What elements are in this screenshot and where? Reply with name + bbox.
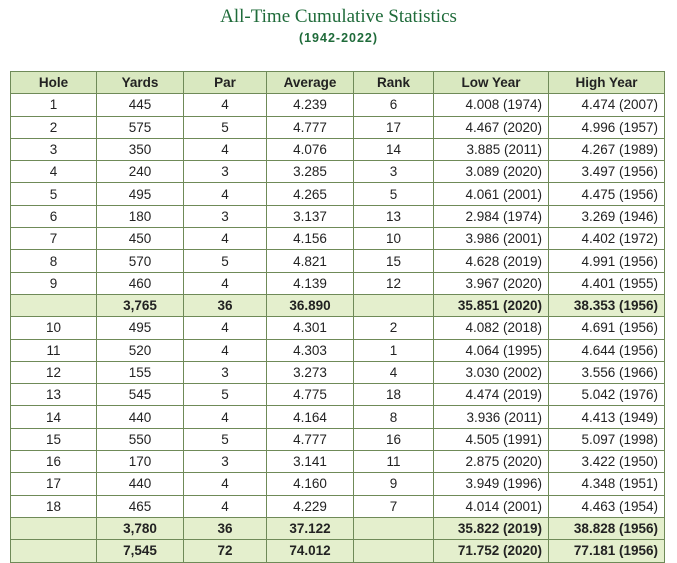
low-year-cell: 3.089 (2020) bbox=[434, 161, 549, 183]
column-header-hole: Hole bbox=[11, 72, 97, 94]
rank-cell: 18 bbox=[354, 384, 434, 406]
table-row bbox=[11, 138, 665, 160]
hole-cell: 15 bbox=[11, 428, 97, 450]
column-header-rank: Rank bbox=[354, 72, 434, 94]
high-year-cell: 3.556 (1966) bbox=[549, 361, 665, 383]
hole-cell: 2 bbox=[11, 116, 97, 138]
average-cell: 3.141 bbox=[267, 451, 354, 473]
low-year-cell: 4.505 (1991) bbox=[434, 428, 549, 450]
yards-cell: 575 bbox=[97, 116, 184, 138]
average-cell: 74.012 bbox=[267, 540, 354, 562]
average-cell: 4.301 bbox=[267, 317, 354, 339]
rank-cell: 16 bbox=[354, 428, 434, 450]
high-year-cell: 38.353 (1956) bbox=[549, 294, 665, 316]
low-year-cell: 35.851 (2020) bbox=[434, 294, 549, 316]
table-row bbox=[11, 428, 665, 450]
low-year-cell: 4.061 (2001) bbox=[434, 183, 549, 205]
high-year-cell: 4.348 (1951) bbox=[549, 473, 665, 495]
table-row bbox=[11, 384, 665, 406]
par-cell: 4 bbox=[184, 495, 267, 517]
table-row bbox=[11, 406, 665, 428]
average-cell: 3.285 bbox=[267, 161, 354, 183]
average-cell: 3.273 bbox=[267, 361, 354, 383]
hole-cell: 10 bbox=[11, 317, 97, 339]
column-header-low-year: Low Year bbox=[434, 72, 549, 94]
yards-cell: 495 bbox=[97, 317, 184, 339]
yards-cell: 180 bbox=[97, 205, 184, 227]
rank-cell: 8 bbox=[354, 406, 434, 428]
average-cell: 4.775 bbox=[267, 384, 354, 406]
rank-cell bbox=[354, 517, 434, 539]
yards-cell: 440 bbox=[97, 473, 184, 495]
table-row bbox=[11, 339, 665, 361]
table-row bbox=[11, 451, 665, 473]
high-year-cell: 4.401 (1955) bbox=[549, 272, 665, 294]
table-row bbox=[11, 161, 665, 183]
page-subtitle: (1942-2022) bbox=[298, 31, 379, 45]
high-year-cell: 3.422 (1950) bbox=[549, 451, 665, 473]
table-row bbox=[11, 361, 665, 383]
page-title: All-Time Cumulative Statistics bbox=[220, 6, 457, 27]
yards-cell: 3,765 bbox=[97, 294, 184, 316]
average-cell: 4.777 bbox=[267, 428, 354, 450]
yards-cell: 7,545 bbox=[97, 540, 184, 562]
table-row bbox=[11, 473, 665, 495]
rank-cell: 17 bbox=[354, 116, 434, 138]
yards-cell: 550 bbox=[97, 428, 184, 450]
high-year-cell: 4.267 (1989) bbox=[549, 138, 665, 160]
hole-cell: 14 bbox=[11, 406, 97, 428]
high-year-cell: 3.497 (1956) bbox=[549, 161, 665, 183]
hole-cell: 4 bbox=[11, 161, 97, 183]
high-year-cell: 4.475 (1956) bbox=[549, 183, 665, 205]
rank-cell bbox=[354, 540, 434, 562]
high-year-cell: 77.181 (1956) bbox=[549, 540, 665, 562]
rank-cell: 7 bbox=[354, 495, 434, 517]
low-year-cell: 4.628 (2019) bbox=[434, 250, 549, 272]
rank-cell: 3 bbox=[354, 161, 434, 183]
low-year-cell: 71.752 (2020) bbox=[434, 540, 549, 562]
par-cell: 3 bbox=[184, 161, 267, 183]
high-year-cell: 5.042 (1976) bbox=[549, 384, 665, 406]
low-year-cell: 35.822 (2019) bbox=[434, 517, 549, 539]
yards-cell: 350 bbox=[97, 138, 184, 160]
table-row bbox=[11, 495, 665, 517]
average-cell: 4.265 bbox=[267, 183, 354, 205]
table-row bbox=[11, 205, 665, 227]
table-header bbox=[11, 72, 665, 94]
par-cell: 4 bbox=[184, 183, 267, 205]
rank-cell: 14 bbox=[354, 138, 434, 160]
par-cell: 5 bbox=[184, 428, 267, 450]
par-cell: 4 bbox=[184, 138, 267, 160]
rank-cell: 2 bbox=[354, 317, 434, 339]
average-cell: 3.137 bbox=[267, 205, 354, 227]
table-row bbox=[11, 272, 665, 294]
high-year-cell: 38.828 (1956) bbox=[549, 517, 665, 539]
column-header-high-year: High Year bbox=[549, 72, 665, 94]
hole-cell: 6 bbox=[11, 205, 97, 227]
table-row bbox=[11, 250, 665, 272]
yards-cell: 170 bbox=[97, 451, 184, 473]
low-year-cell: 4.008 (1974) bbox=[434, 94, 549, 116]
column-header-par: Par bbox=[184, 72, 267, 94]
average-cell: 4.156 bbox=[267, 228, 354, 250]
hole-cell bbox=[11, 540, 97, 562]
subtotal-row bbox=[11, 517, 665, 539]
table-row bbox=[11, 183, 665, 205]
high-year-cell: 4.996 (1957) bbox=[549, 116, 665, 138]
yards-cell: 445 bbox=[97, 94, 184, 116]
high-year-cell: 4.402 (1972) bbox=[549, 228, 665, 250]
subtotal-row bbox=[11, 540, 665, 562]
high-year-cell: 5.097 (1998) bbox=[549, 428, 665, 450]
hole-cell: 8 bbox=[11, 250, 97, 272]
par-cell: 5 bbox=[184, 116, 267, 138]
low-year-cell: 3.967 (2020) bbox=[434, 272, 549, 294]
hole-cell: 16 bbox=[11, 451, 97, 473]
low-year-cell: 4.064 (1995) bbox=[434, 339, 549, 361]
par-cell: 72 bbox=[184, 540, 267, 562]
rank-cell: 1 bbox=[354, 339, 434, 361]
hole-cell: 5 bbox=[11, 183, 97, 205]
par-cell: 4 bbox=[184, 406, 267, 428]
average-cell: 37.122 bbox=[267, 517, 354, 539]
yards-cell: 3,780 bbox=[97, 517, 184, 539]
par-cell: 5 bbox=[184, 250, 267, 272]
par-cell: 4 bbox=[184, 228, 267, 250]
table-row bbox=[11, 116, 665, 138]
hole-cell: 12 bbox=[11, 361, 97, 383]
par-cell: 4 bbox=[184, 339, 267, 361]
low-year-cell: 3.986 (2001) bbox=[434, 228, 549, 250]
subtotal-row bbox=[11, 294, 665, 316]
rank-cell: 9 bbox=[354, 473, 434, 495]
average-cell: 4.164 bbox=[267, 406, 354, 428]
low-year-cell: 4.082 (2018) bbox=[434, 317, 549, 339]
hole-cell: 13 bbox=[11, 384, 97, 406]
yards-cell: 450 bbox=[97, 228, 184, 250]
rank-cell bbox=[354, 294, 434, 316]
rank-cell: 12 bbox=[354, 272, 434, 294]
average-cell: 36.890 bbox=[267, 294, 354, 316]
par-cell: 3 bbox=[184, 361, 267, 383]
average-cell: 4.821 bbox=[267, 250, 354, 272]
par-cell: 36 bbox=[184, 294, 267, 316]
column-header-average: Average bbox=[267, 72, 354, 94]
rank-cell: 5 bbox=[354, 183, 434, 205]
low-year-cell: 3.949 (1996) bbox=[434, 473, 549, 495]
hole-cell bbox=[11, 294, 97, 316]
low-year-cell: 4.467 (2020) bbox=[434, 116, 549, 138]
statistics-table bbox=[10, 71, 665, 563]
rank-cell: 11 bbox=[354, 451, 434, 473]
rank-cell: 15 bbox=[354, 250, 434, 272]
par-cell: 3 bbox=[184, 205, 267, 227]
hole-cell: 3 bbox=[11, 138, 97, 160]
table-row bbox=[11, 94, 665, 116]
high-year-cell: 4.991 (1956) bbox=[549, 250, 665, 272]
par-cell: 36 bbox=[184, 517, 267, 539]
average-cell: 4.777 bbox=[267, 116, 354, 138]
yards-cell: 520 bbox=[97, 339, 184, 361]
low-year-cell: 3.885 (2011) bbox=[434, 138, 549, 160]
low-year-cell: 4.014 (2001) bbox=[434, 495, 549, 517]
par-cell: 4 bbox=[184, 94, 267, 116]
average-cell: 4.139 bbox=[267, 272, 354, 294]
hole-cell: 1 bbox=[11, 94, 97, 116]
average-cell: 4.239 bbox=[267, 94, 354, 116]
average-cell: 4.160 bbox=[267, 473, 354, 495]
high-year-cell: 4.413 (1949) bbox=[549, 406, 665, 428]
high-year-cell: 4.644 (1956) bbox=[549, 339, 665, 361]
high-year-cell: 3.269 (1946) bbox=[549, 205, 665, 227]
hole-cell: 9 bbox=[11, 272, 97, 294]
hole-cell: 11 bbox=[11, 339, 97, 361]
column-header-yards: Yards bbox=[97, 72, 184, 94]
table-body bbox=[11, 94, 665, 562]
average-cell: 4.229 bbox=[267, 495, 354, 517]
average-cell: 4.076 bbox=[267, 138, 354, 160]
yards-cell: 570 bbox=[97, 250, 184, 272]
low-year-cell: 4.474 (2019) bbox=[434, 384, 549, 406]
low-year-cell: 3.936 (2011) bbox=[434, 406, 549, 428]
hole-cell: 18 bbox=[11, 495, 97, 517]
rank-cell: 10 bbox=[354, 228, 434, 250]
par-cell: 4 bbox=[184, 473, 267, 495]
high-year-cell: 4.474 (2007) bbox=[549, 94, 665, 116]
low-year-cell: 2.984 (1974) bbox=[434, 205, 549, 227]
par-cell: 5 bbox=[184, 384, 267, 406]
yards-cell: 240 bbox=[97, 161, 184, 183]
hole-cell: 7 bbox=[11, 228, 97, 250]
low-year-cell: 2.875 (2020) bbox=[434, 451, 549, 473]
hole-cell bbox=[11, 517, 97, 539]
rank-cell: 6 bbox=[354, 94, 434, 116]
rank-cell: 13 bbox=[354, 205, 434, 227]
high-year-cell: 4.691 (1956) bbox=[549, 317, 665, 339]
yards-cell: 545 bbox=[97, 384, 184, 406]
table-row bbox=[11, 228, 665, 250]
table-row bbox=[11, 317, 665, 339]
par-cell: 3 bbox=[184, 451, 267, 473]
high-year-cell: 4.463 (1954) bbox=[549, 495, 665, 517]
yards-cell: 440 bbox=[97, 406, 184, 428]
low-year-cell: 3.030 (2002) bbox=[434, 361, 549, 383]
par-cell: 4 bbox=[184, 317, 267, 339]
yards-cell: 495 bbox=[97, 183, 184, 205]
hole-cell: 17 bbox=[11, 473, 97, 495]
yards-cell: 155 bbox=[97, 361, 184, 383]
yards-cell: 460 bbox=[97, 272, 184, 294]
average-cell: 4.303 bbox=[267, 339, 354, 361]
par-cell: 4 bbox=[184, 272, 267, 294]
header-row bbox=[11, 72, 665, 94]
rank-cell: 4 bbox=[354, 361, 434, 383]
yards-cell: 465 bbox=[97, 495, 184, 517]
